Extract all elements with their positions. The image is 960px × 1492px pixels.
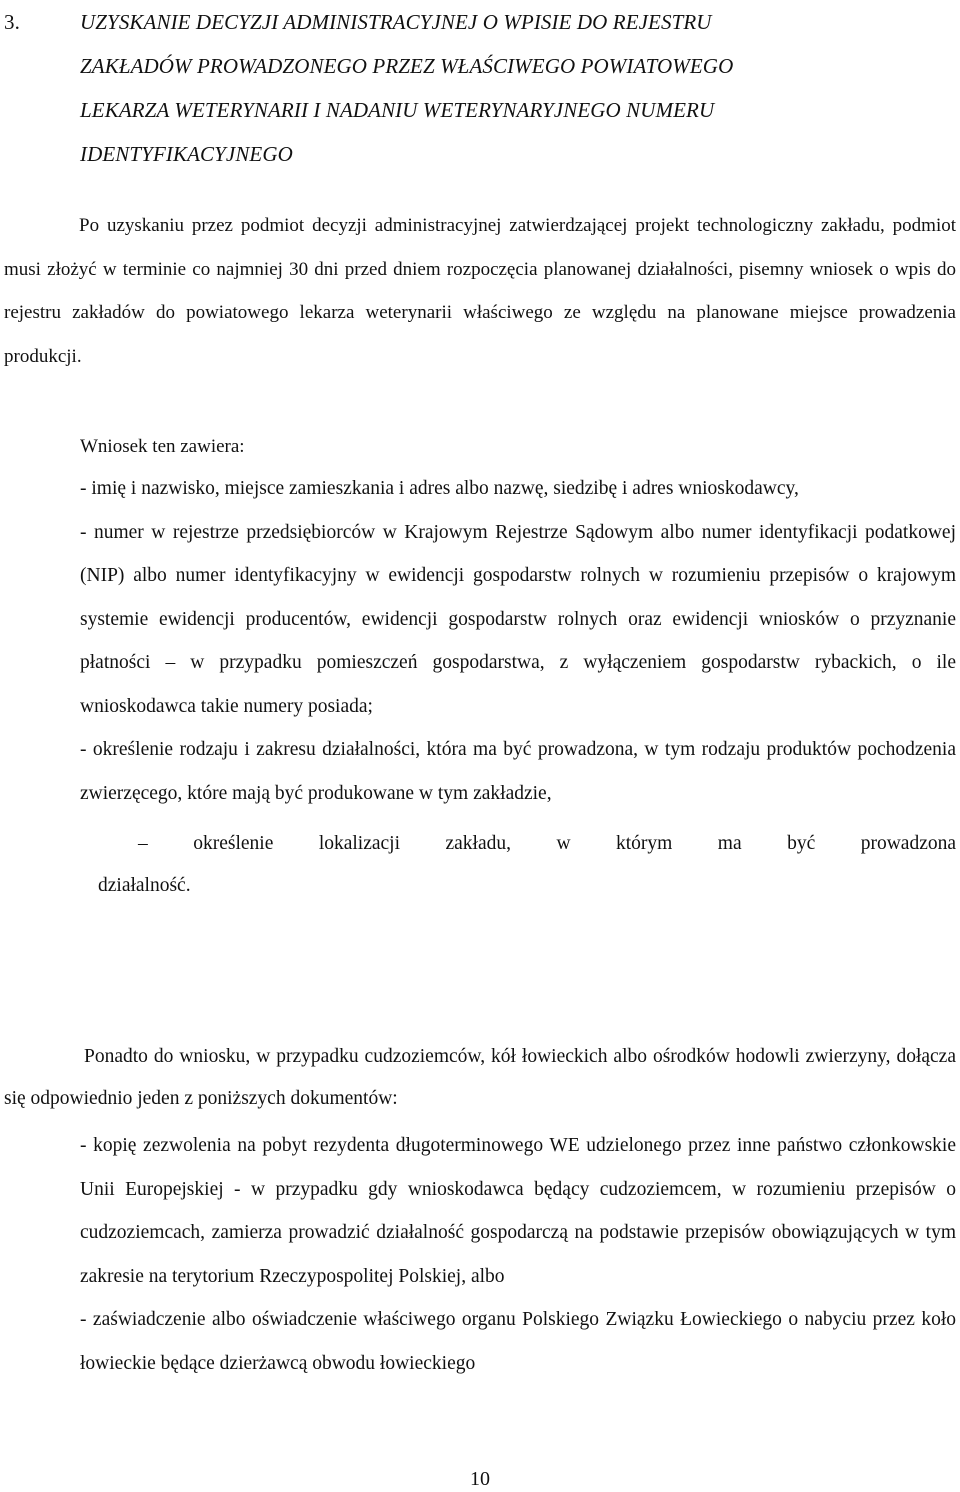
additional-documents-list <box>80 1124 956 1385</box>
application-contents-list <box>80 467 956 907</box>
application-contents-label: Wniosek ten zawiera: <box>80 436 245 457</box>
section-heading-text-1: UZYSKANIE DECYZJI ADMINISTRACYJNEJ O WPISIE DO REJESTRU <box>80 10 712 34</box>
list-item-line: – określenie lokalizacji zakładu, w którym ma być prowadzona <box>138 833 956 854</box>
list-item: - określenie rodzaju i zakresu działalności, która ma być prowadzona, w tym rodzaju produktów pochodzenia zwierzęcego, które mają być produkowane w tym zakładzie, <box>80 739 956 804</box>
intro-paragraph: Po uzyskaniu przez podmiot decyzji administracyjnej zatwierdzającej projekt technologiczny zakładu, podmiot musi złożyć w terminie co najmniej 30 dni przed dniem rozpoczęcia planowanej działalności, pisemny wniosek o wpis do rejestru zakładów do powiatowego lekarza weterynarii właściwego ze względu na planowane miejsce prowadzenia produkcji. <box>4 215 956 367</box>
section-heading-line-4: IDENTYFIKACYJNEGO <box>80 142 293 166</box>
section-heading-line-1 <box>4 0 954 44</box>
list-item: - imię i nazwisko, miejsce zamieszkania i adres albo nazwę, siedzibę i adres wnioskodawcy, <box>80 478 799 499</box>
list-item: - kopię zezwolenia na pobyt rezydenta długoterminowego WE udzielonego przez inne państwo członkowskie Unii Europejskiej - w przypadku gdy wnioskodawca będący cudzoziemcem, w rozumieniu przepisów o cudzoziemcach, zamierza prowadzić działalność gospodarczą na podstawie przepisów obowiązujących w tym zakresie na terytorium Rzeczypospolitej Polskiej, albo <box>80 1135 956 1287</box>
section-heading-line-3: LEKARZA WETERYNARII I NADANIU WETERYNARYJNEGO NUMERU <box>80 98 715 122</box>
page-number: 10 <box>470 1468 490 1490</box>
list-item: - numer w rejestrze przedsiębiorców w Krajowym Rejestrze Sądowym albo numer identyfikacji podatkowej (NIP) albo numer identyfikacyjny w ewidencji gospodarstw rolnych w rozumieniu przepisów o krajowym systemie ewidencji producentów, ewidencji gospodarstw rolnych oraz ewidencji wniosków o przyznanie płatności – w przypadku pomieszczeń gospodarstwa, z wyłączeniem gospodarstw rybackich, o ile wnioskodawca takie numery posiada; <box>80 521 956 717</box>
list-item: - zaświadczenie albo oświadczenie właściwego organu Polskiego Związku Łowieckiego o nabyciu przez koło łowieckie będące dzierżawcą obwodu łowieckiego <box>80 1309 956 1374</box>
section-heading-line-2: ZAKŁADÓW PROWADZONEGO PRZEZ WŁAŚCIWEGO POWIATOWEGO <box>80 54 734 78</box>
list-item-line: działalność. <box>98 875 191 896</box>
additional-documents-paragraph: Ponadto do wniosku, w przypadku cudzoziemców, kół łowieckich albo ośrodków hodowli zwierzyny, dołącza się odpowiednio jeden z poniższych dokumentów: <box>4 1046 956 1109</box>
section-heading <box>4 0 954 176</box>
section-number: 3. <box>4 10 20 34</box>
list-item <box>78 823 956 907</box>
